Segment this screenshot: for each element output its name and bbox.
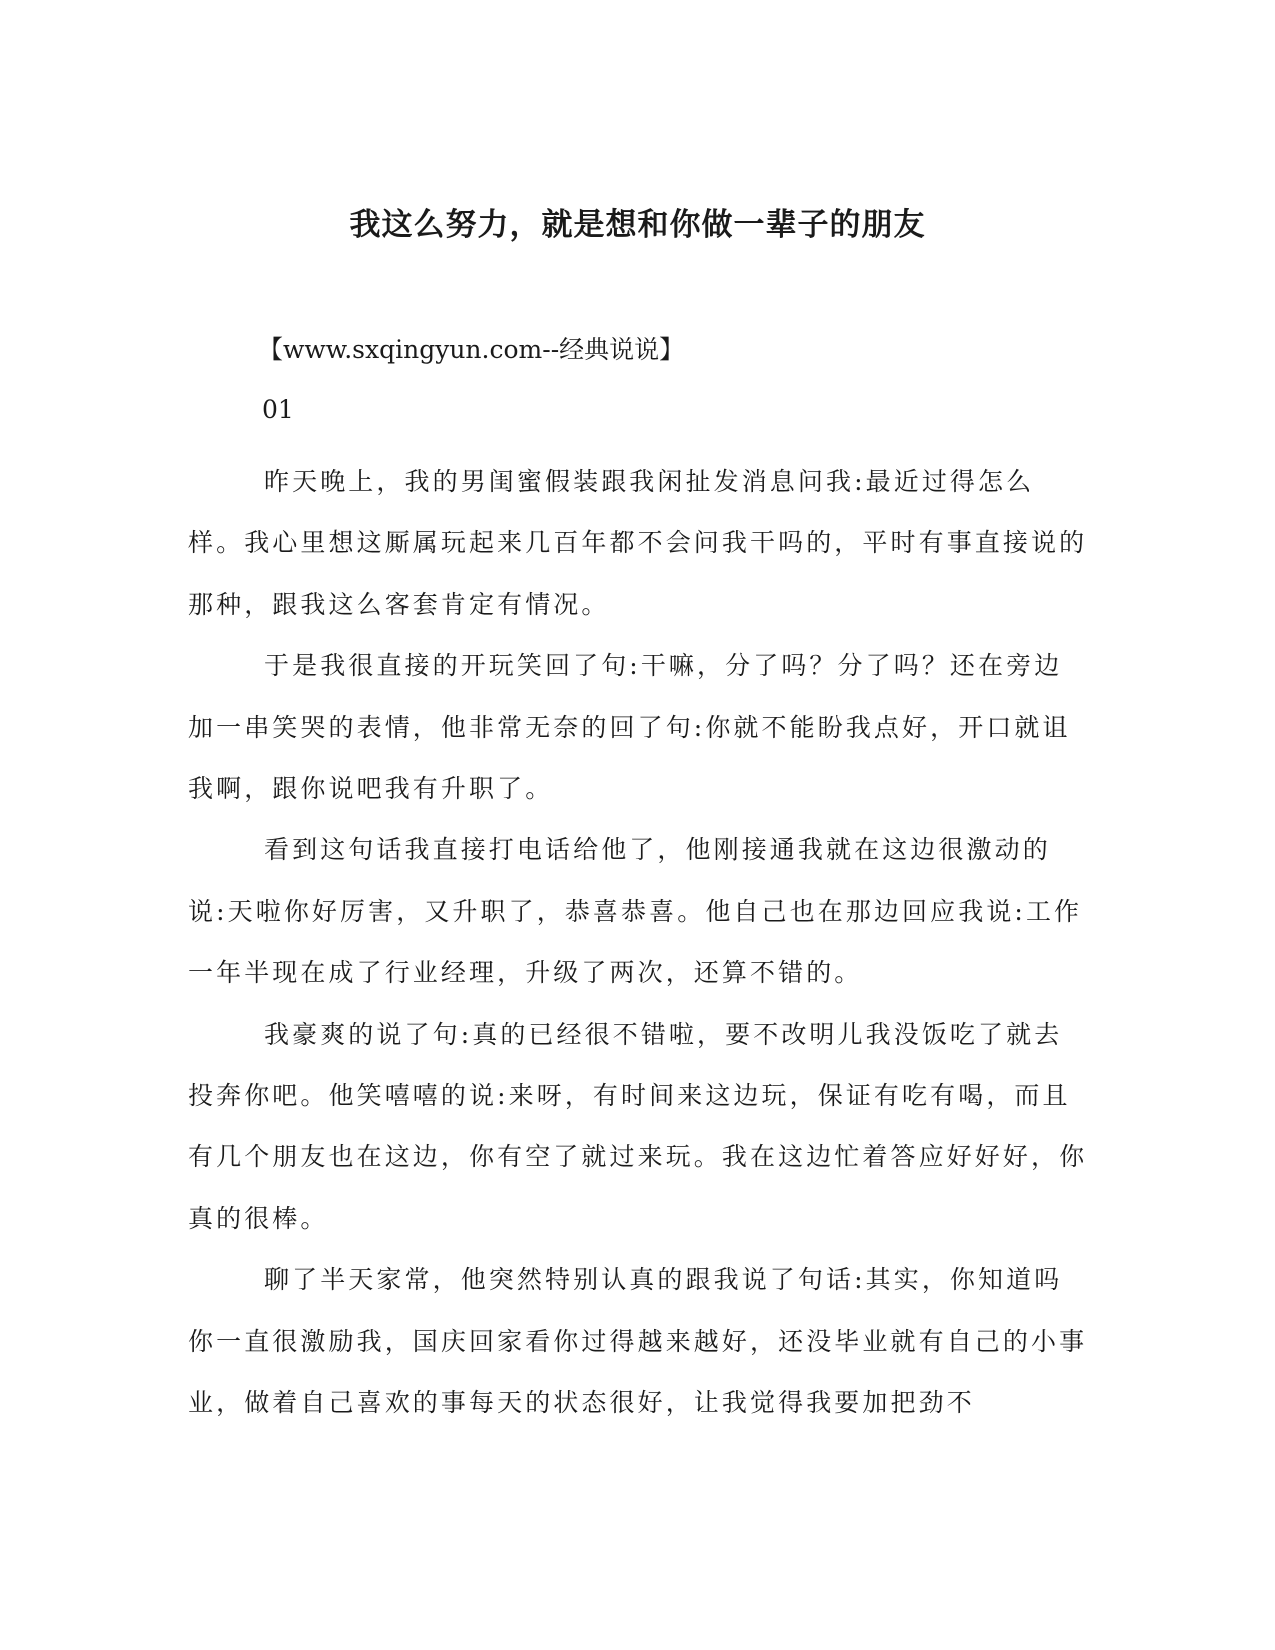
paragraph: 聊了半天家常，他突然特别认真的跟我说了句话:其实，你知道吗你一直很激励我，国庆回家看你过得越来越好，还没毕业就有自己的小事业，做着自己喜欢的事每天的状态很好，让我觉得我要加把劲不: [188, 1265, 1088, 1418]
document-title: 我这么努力，就是想和你做一辈子的朋友: [349, 207, 926, 243]
section-number: 01: [262, 395, 294, 424]
source-line: 【www.sxqingyun.com--经典说说】: [258, 335, 685, 364]
paragraph: 于是我很直接的开玩笑回了句:干嘛，分了吗？分了吗？还在旁边加一串笑哭的表情，他非常无奈的回了句:你就不能盼我点好，开口就诅我啊，跟你说吧我有升职了。: [188, 651, 1071, 804]
paragraph: 看到这句话我直接打电话给他了，他刚接通我就在这边很激动的说:天啦你好厉害，又升职了，恭喜恭喜。他自己也在那边回应我说:工作一年半现在成了行业经理，升级了两次，还算不错的。: [188, 835, 1083, 988]
paragraph: 昨天晚上，我的男闺蜜假装跟我闲扯发消息问我:最近过得怎么样。我心里想这厮属玩起来几百年都不会问我干吗的，平时有事直接说的那种，跟我这么客套肯定有情况。: [188, 467, 1088, 619]
article-body: [188, 451, 1088, 1434]
paragraph: 我豪爽的说了句:真的已经很不错啦，要不改明儿我没饭吃了就去投奔你吧。他笑嘻嘻的说:来呀，有时间来这边玩，保证有吃有喝，而且有几个朋友也在这边，你有空了就过来玩。我在这边忙着答应好好好，你真的很棒。: [188, 1019, 1088, 1233]
